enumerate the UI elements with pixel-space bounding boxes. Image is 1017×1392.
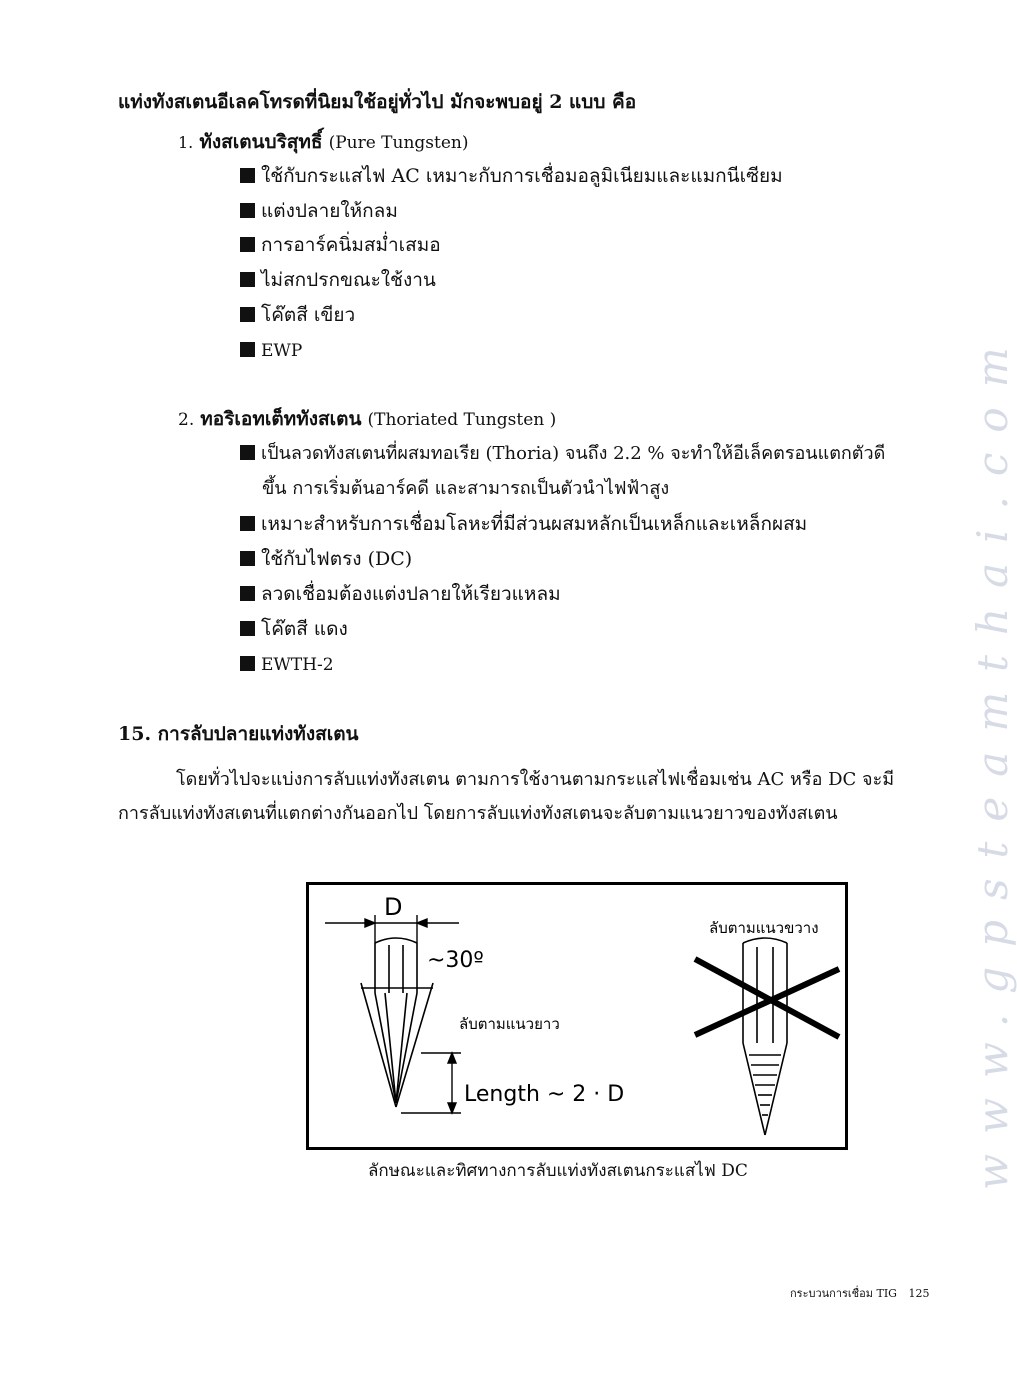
list-item-text: การอาร์คนิ่มสม่ำเสมอ bbox=[261, 234, 441, 256]
list-item bbox=[240, 512, 807, 536]
list-item bbox=[240, 303, 355, 327]
paragraph-line: การลับแท่งทังสเตนที่แตกต่างกันออกไป โดยการลับแท่งทังสเตนจะลับตามแนวยาวของทังสเตน bbox=[118, 803, 838, 824]
list-item-continuation: ขึ้น การเริ่มต้นอาร์คดี และสามารถเป็นตัวนำไฟฟ้าสูง bbox=[262, 478, 670, 499]
tungsten-grinding-diagram bbox=[309, 885, 845, 1147]
type2-number: 2. bbox=[178, 410, 195, 430]
list-item bbox=[240, 442, 885, 466]
list-item-text: โค๊ตสี เขียว bbox=[261, 304, 356, 326]
list-item-text: ไม่สกปรกขณะใช้งาน bbox=[261, 269, 436, 291]
bullet-square-icon bbox=[240, 516, 255, 531]
intro-line: แท่งทังสเตนอีเลคโทรดที่นิยมใช้อยู่ทั่วไป มักจะพบอยู่ 2 แบบ คือ bbox=[118, 91, 637, 113]
page-number: 125 bbox=[908, 1287, 930, 1300]
type2-title: ทอริเอทเต็ททังสเตน bbox=[200, 408, 362, 430]
bullet-square-icon bbox=[240, 445, 255, 460]
label-transverse: ลับตามแนวขวาง bbox=[709, 919, 819, 937]
bullet-square-icon bbox=[240, 272, 255, 287]
footer bbox=[790, 1284, 929, 1302]
bullet-square-icon bbox=[240, 586, 255, 601]
list-item-text: EWP bbox=[261, 341, 303, 361]
paragraph-line: โดยทั่วไปจะแบ่งการลับแท่งทังสเตน ตามการใช้งานตามกระแสไฟเชื่อมเช่น AC หรือ DC จะมี bbox=[176, 769, 895, 790]
label-angle: ~30º bbox=[427, 948, 484, 973]
bullet-square-icon bbox=[240, 307, 255, 322]
footer-title: กระบวนการเชื่อม TIG bbox=[790, 1287, 897, 1300]
cross-out-icon bbox=[695, 959, 839, 1037]
bullet-square-icon bbox=[240, 551, 255, 566]
type2-heading bbox=[178, 407, 556, 432]
transverse-electrode bbox=[743, 938, 787, 1135]
label-longitudinal: ลับตามแนวยาว bbox=[459, 1015, 560, 1033]
bullet-square-icon bbox=[240, 168, 255, 183]
list-item-text: เหมาะสำหรับการเชื่อมโลหะที่มีส่วนผสมหลักเป็นเหล็กและเหล็กผสม bbox=[261, 513, 808, 535]
figure-caption: ลักษณะและทิศทางการลับแท่งทังสเตนกระแสไฟ DC bbox=[368, 1161, 748, 1181]
list-item-text: เป็นลวดทังสเตนที่ผสมทอเรีย (Thoria) จนถึง 2.2 % จะทำให้อีเล็คตรอนแตกตัวดี bbox=[261, 443, 886, 464]
list-item bbox=[240, 547, 412, 571]
grinding-figure bbox=[306, 882, 848, 1150]
label-length: Length ~ 2 · D bbox=[464, 1082, 625, 1107]
bullet-square-icon bbox=[240, 203, 255, 218]
list-item bbox=[240, 338, 302, 363]
list-item bbox=[240, 233, 441, 257]
list-item-text: EWTH-2 bbox=[261, 655, 334, 675]
list-item bbox=[240, 582, 561, 606]
list-item-text: ลวดเชื่อมต้องแต่งปลายให้เรียวแหลม bbox=[261, 583, 561, 605]
type1-number: 1. bbox=[178, 133, 194, 152]
list-item bbox=[240, 199, 398, 223]
bullet-square-icon bbox=[240, 342, 255, 357]
longitudinal-electrode bbox=[361, 938, 433, 1107]
list-item bbox=[240, 164, 783, 188]
bullet-square-icon bbox=[240, 237, 255, 252]
list-item-text: ใช้กับกระแสไฟ AC เหมาะกับการเชื่อมอลูมิเนียมและแมกนีเซียม bbox=[261, 165, 783, 187]
list-item-text: แต่งปลายให้กลม bbox=[261, 200, 398, 222]
type1-title: ทังสเตนบริสุทธิ์ bbox=[199, 131, 323, 153]
list-item-text: โค๊ตสี แดง bbox=[261, 618, 348, 640]
list-item bbox=[240, 617, 348, 641]
type1-heading bbox=[178, 130, 469, 155]
watermark: www.gpsteamthai.com bbox=[968, 327, 1017, 1190]
type2-english: (Thoriated Tungsten ) bbox=[367, 410, 557, 430]
bullet-square-icon bbox=[240, 621, 255, 636]
type1-english: (Pure Tungsten) bbox=[328, 133, 469, 153]
list-item bbox=[240, 268, 436, 292]
list-item bbox=[240, 652, 334, 677]
label-d: D bbox=[384, 893, 403, 921]
list-item-text: ใช้กับไฟตรง (DC) bbox=[261, 548, 413, 570]
bullet-square-icon bbox=[240, 656, 255, 671]
section-heading: 15. การลับปลายแท่งทังสเตน bbox=[118, 723, 359, 745]
